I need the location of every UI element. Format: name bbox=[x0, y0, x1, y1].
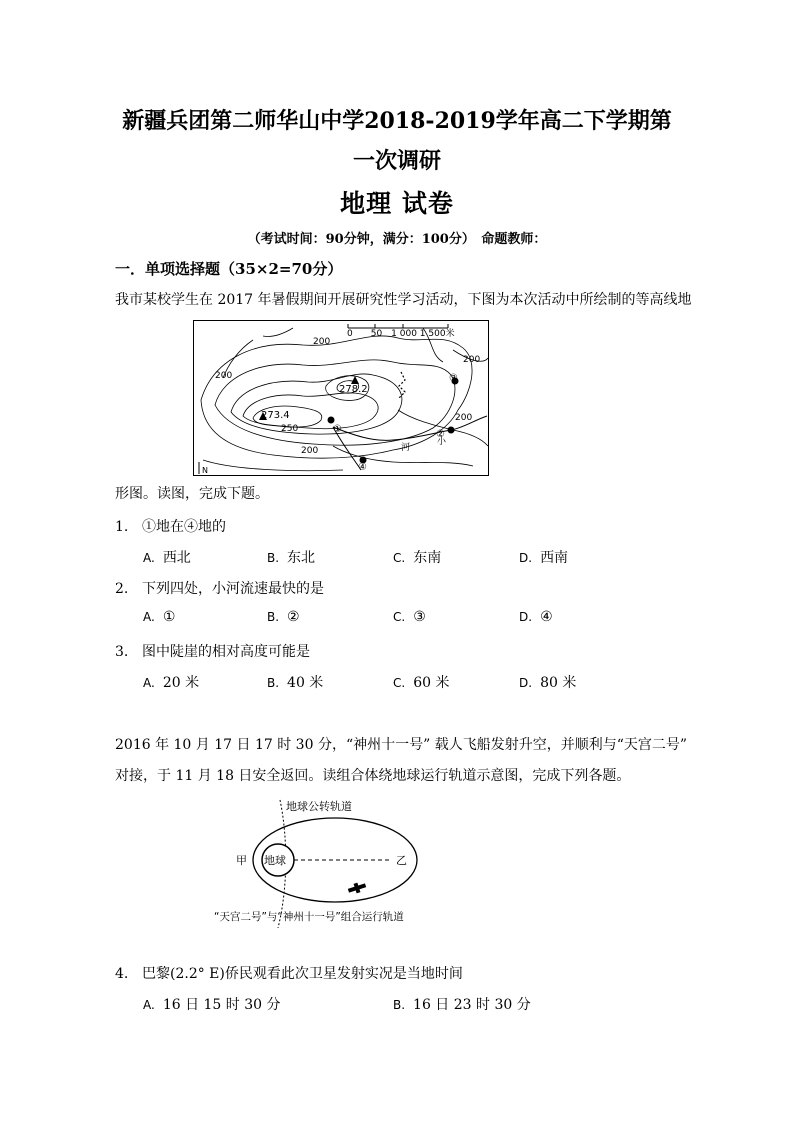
option-letter: B. bbox=[267, 551, 280, 565]
point-yi-label: 乙 bbox=[396, 854, 407, 867]
exam-title-line1: 新疆兵团第二师华山中学2018-2019学年高二下学期第 bbox=[122, 108, 672, 134]
passage1-line1: 我市某校学生在 2017 年暑假期间开展研究性学习活动，下图为本次活动中所绘制的等高线地 bbox=[115, 292, 692, 308]
question-number: 2. bbox=[115, 581, 129, 597]
spacecraft-icon bbox=[347, 880, 367, 895]
option-text: 60 米 bbox=[413, 675, 450, 691]
question-text: 图中陡崖的相对高度可能是 bbox=[142, 644, 310, 660]
orbit-diagram bbox=[210, 798, 470, 928]
option-text: 东北 bbox=[287, 550, 316, 566]
passage1-line2: 形图。读图，完成下题。 bbox=[115, 486, 269, 502]
option-text: 20 米 bbox=[162, 675, 200, 691]
question-text: ①地在④地的 bbox=[142, 519, 226, 535]
earth-label: 地球 bbox=[264, 854, 286, 867]
option-4b[interactable] bbox=[393, 994, 531, 1014]
exam-subject: 地理 试卷 bbox=[340, 189, 454, 218]
option-3d[interactable] bbox=[519, 672, 576, 692]
option-letter: B. bbox=[393, 998, 406, 1012]
option-letter: C. bbox=[393, 610, 406, 624]
map-scale: 0 50 1 000 1 500米 bbox=[347, 329, 455, 339]
option-letter: D. bbox=[519, 676, 533, 690]
exam-title-line2: 一次调研 bbox=[352, 148, 441, 174]
option-text: ④ bbox=[540, 609, 553, 625]
option-1b[interactable] bbox=[267, 547, 315, 567]
river-label: 河 bbox=[401, 443, 411, 453]
question-text: 下列四处，小河流速最快的是 bbox=[142, 581, 324, 597]
contour-map bbox=[193, 320, 489, 476]
section-heading: 一．单项选择题（35×2=70分） bbox=[115, 260, 343, 278]
earth-orbit-label: 地球公转轨道 bbox=[286, 800, 352, 813]
option-2b[interactable] bbox=[267, 609, 300, 625]
option-letter: B. bbox=[267, 676, 280, 690]
option-2a[interactable] bbox=[143, 609, 175, 625]
passage2-line1: 2016 年 10 月 17 日 17 时 30 分，“神州十一号” 载人飞船发射升空，并顺利与“天宫二号” bbox=[115, 737, 688, 753]
exam-meta: （考试时间：90分钟，满分：100分） 命题教师： bbox=[247, 232, 547, 247]
point-3-label: ③ bbox=[449, 373, 458, 384]
option-3c[interactable] bbox=[393, 672, 449, 692]
option-text: ③ bbox=[413, 609, 426, 625]
point-2-label: ② bbox=[436, 429, 445, 440]
option-letter: C. bbox=[393, 676, 406, 690]
option-letter: D. bbox=[519, 610, 533, 624]
point-jia-label: 甲 bbox=[236, 854, 247, 867]
option-text: ① bbox=[162, 609, 176, 625]
river-label: 小 bbox=[437, 437, 447, 447]
option-4a[interactable] bbox=[143, 994, 281, 1014]
question-number: 4. bbox=[115, 966, 129, 982]
option-text: ② bbox=[287, 609, 300, 625]
option-letter: A. bbox=[143, 610, 155, 624]
option-letter: A. bbox=[143, 551, 155, 565]
orbit-caption: “天宫二号”与“神州十一号”组合运行轨道 bbox=[214, 911, 404, 923]
option-3a[interactable] bbox=[143, 672, 199, 692]
question-number: 3. bbox=[115, 644, 129, 660]
option-1a[interactable] bbox=[143, 547, 191, 567]
option-text: 80 米 bbox=[540, 675, 577, 691]
question-4 bbox=[115, 963, 463, 983]
question-2 bbox=[115, 578, 324, 598]
contour-label: 200 bbox=[313, 337, 331, 347]
option-letter: D. bbox=[519, 551, 533, 565]
contour-label: 200 bbox=[463, 355, 481, 365]
option-1c[interactable] bbox=[393, 547, 441, 567]
contour-label: 200 bbox=[455, 413, 473, 423]
option-2c[interactable] bbox=[393, 609, 426, 625]
north-label: N bbox=[202, 466, 208, 475]
option-letter: B. bbox=[267, 610, 280, 624]
option-2d[interactable] bbox=[519, 609, 553, 625]
option-text: 16 日 15 时 30 分 bbox=[162, 997, 281, 1013]
contour-label: 250 bbox=[281, 424, 299, 434]
option-text: 西北 bbox=[162, 550, 191, 566]
passage2-line2: 对接，于 11 月 18 日安全返回。读组合体绕地球运行轨道示意图，完成下列各题。 bbox=[115, 768, 631, 784]
question-3 bbox=[115, 641, 310, 661]
question-1 bbox=[115, 516, 226, 536]
option-letter: A. bbox=[143, 998, 155, 1012]
peak-label-273: 273.4 bbox=[261, 410, 290, 421]
option-1d[interactable] bbox=[519, 547, 568, 567]
peak-label-278: 278.2 bbox=[339, 384, 368, 395]
contour-label: 200 bbox=[301, 446, 319, 456]
contour-label: 200 bbox=[215, 371, 233, 381]
question-text: 巴黎(2.2° E)侨民观看此次卫星发射实况是当地时间 bbox=[142, 966, 463, 982]
option-3b[interactable] bbox=[267, 672, 323, 692]
option-letter: A. bbox=[143, 676, 155, 690]
point-1-label: ① bbox=[333, 424, 342, 435]
option-text: 东南 bbox=[413, 550, 442, 566]
option-text: 西南 bbox=[540, 550, 569, 566]
question-number: 1. bbox=[115, 519, 129, 535]
option-letter: C. bbox=[393, 551, 406, 565]
point-4-label: ④ bbox=[358, 462, 367, 473]
option-text: 40 米 bbox=[287, 675, 324, 691]
option-text: 16 日 23 时 30 分 bbox=[413, 997, 531, 1013]
